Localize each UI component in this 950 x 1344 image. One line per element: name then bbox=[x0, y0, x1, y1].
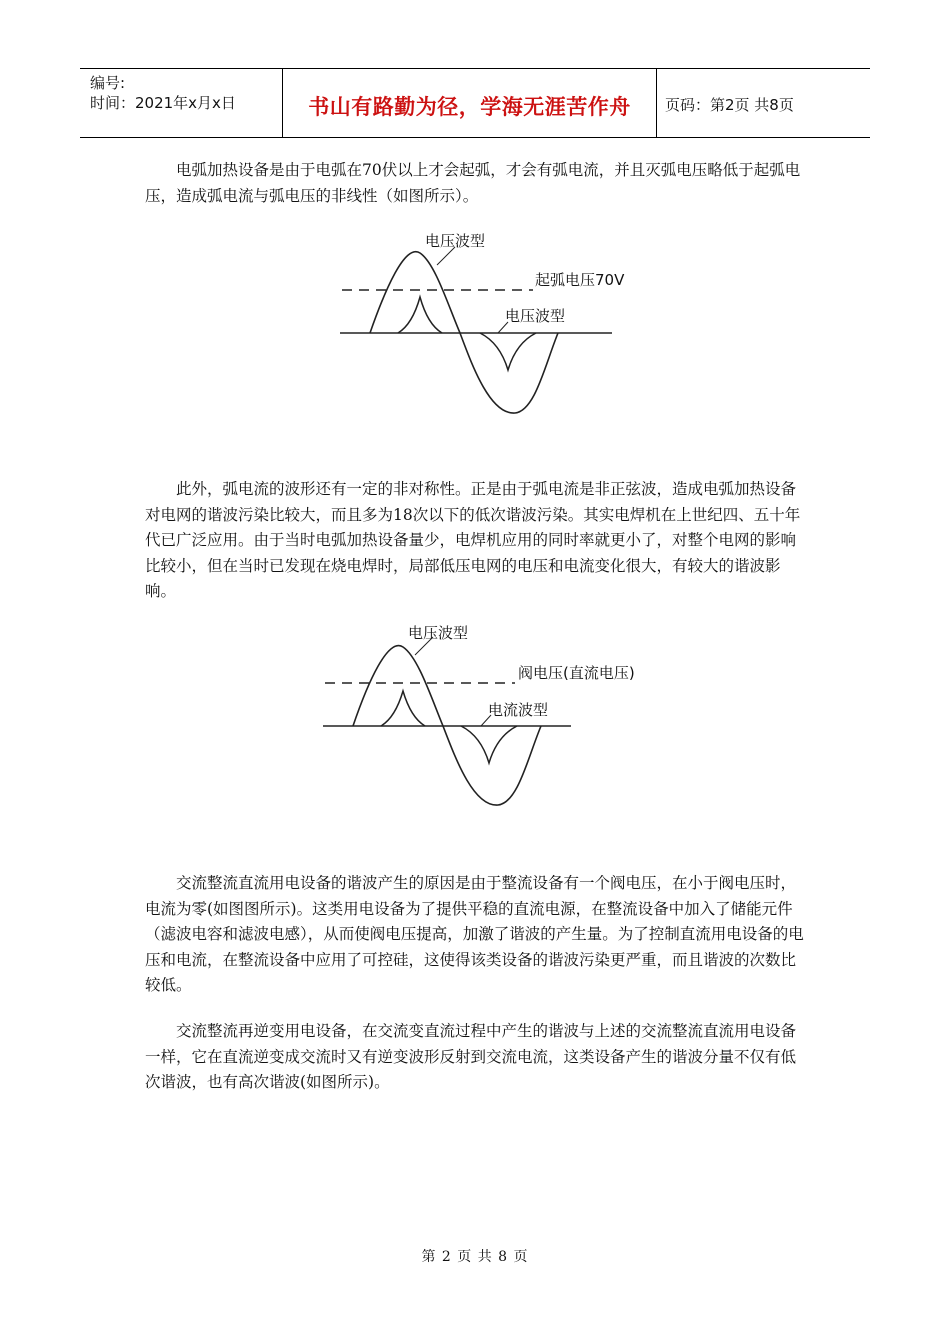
page-footer: 第 2 页 共 8 页 bbox=[421, 1249, 529, 1265]
paragraph-rectifier-dc: 交流整流直流用电设备的谐波产生的原因是由于整流设备有一个阀电压，在小于阀电压时，电流为零(如图图所示)。这类用电设备为了提供平稳的直流电源，在整流设备中加入了储能元件（滤波电容和滤波电感），从而使阀电压提高，加激了谐波的产生量。为了控制直流用电设备的电压和电流，在整流设备中应用了可控硅，这使得该类设备的谐波污染更严重，而且谐波的次数比较低。 bbox=[145, 874, 804, 994]
figure1-negative-current-cusp bbox=[480, 333, 536, 370]
figure2-threshold-label: 阀电压(直流电压) bbox=[518, 664, 635, 682]
arc-waveform-diagram bbox=[330, 225, 620, 420]
document-number-label: 编号: bbox=[90, 74, 126, 92]
arc-voltage-waveform-figure bbox=[330, 225, 625, 420]
paragraph-arc-asymmetry: 此外，弧电流的波形还有一定的非对称性。正是由于弧电流是非正弦波，造成电弧加热设备对电网的谐波污染比较大，而且多为18次以下的低次谐波污染。其实电焊机在上世纪四、五十年代已广泛应用。由于当时电弧加热设备量少，电焊机应用的同时率就更小了，对整个电网的影响比较小，但在当时已发现在烧电焊时，局部低压电网的电压和电流变化很大，有较大的谐波影响。 bbox=[145, 480, 801, 600]
figure1-bottom-label: 电压波型 bbox=[505, 307, 566, 325]
figure2-top-label: 电压波型 bbox=[408, 624, 469, 642]
header-slogan: 书山有路勤为径，学海无涯苦作舟 bbox=[308, 95, 631, 119]
header-page-cell bbox=[657, 69, 870, 137]
document-time-label: 时间：2021年x月x日 bbox=[90, 94, 236, 112]
figure1-positive-current-cusp bbox=[398, 297, 442, 333]
paragraph-arc-heating: 电弧加热设备是由于电弧在70伏以上才会起弧，才会有弧电流，并且灭弧电压略低于起弧电压，造成弧电流与弧电压的非线性（如图所示）。 bbox=[145, 161, 801, 205]
page-header bbox=[80, 68, 870, 138]
figure2-positive-current-cusp bbox=[381, 691, 425, 726]
figure2-negative-current-cusp bbox=[461, 726, 517, 763]
figure2-bottom-label: 电流波型 bbox=[488, 701, 549, 719]
header-info-cell bbox=[80, 69, 283, 137]
paragraph-rectifier-inverter: 交流整流再逆变用电设备，在交流变直流过程中产生的谐波与上述的交流整流直流用电设备一样，它在直流逆变成交流时又有逆变波形反射到交流电流，这类设备产生的谐波分量不仅有低次谐波，也有高次谐波(如图所示)。 bbox=[145, 1022, 797, 1091]
header-slogan-cell bbox=[283, 69, 657, 137]
figure1-threshold-label: 起弧电压70V bbox=[535, 271, 625, 289]
header-page-code: 页码：第2页 共8页 bbox=[665, 96, 794, 114]
figure1-top-label: 电压波型 bbox=[425, 232, 486, 250]
rectifier-waveform-figure bbox=[315, 617, 660, 812]
